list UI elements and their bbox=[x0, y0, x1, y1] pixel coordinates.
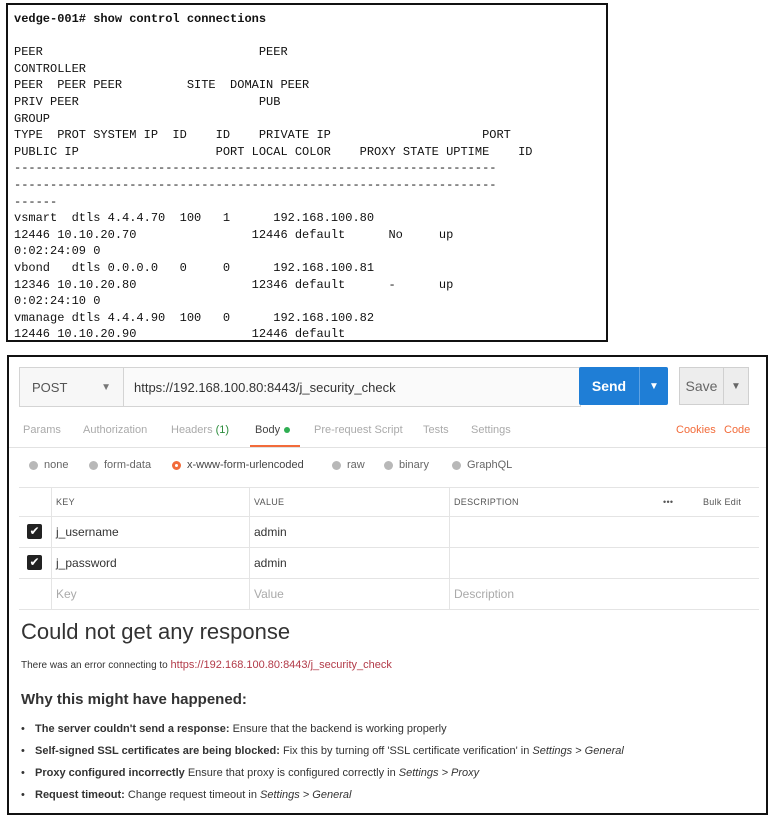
terminal-line: ------------------------------------------------------------------- bbox=[14, 177, 497, 192]
response-title: Could not get any response bbox=[21, 619, 291, 644]
list-item bbox=[21, 784, 761, 806]
key-value-table bbox=[19, 487, 759, 610]
method-label: POST bbox=[32, 379, 68, 395]
method-select[interactable] bbox=[20, 368, 124, 406]
radio-circle-icon bbox=[89, 461, 98, 470]
terminal-command: vedge-001# show control connections bbox=[14, 12, 267, 26]
headers-count: (1) bbox=[215, 424, 230, 436]
body-indicator-dot bbox=[284, 427, 290, 433]
response-area bbox=[21, 619, 761, 806]
radio-binary[interactable] bbox=[384, 459, 429, 471]
reason-bold: Proxy configured incorrectly bbox=[35, 767, 185, 779]
chevron-down-icon: ▼ bbox=[101, 381, 111, 393]
request-tabs bbox=[9, 417, 766, 448]
radio-circle-icon bbox=[384, 461, 393, 470]
table-row-placeholder bbox=[19, 579, 759, 610]
terminal-line: 12446 10.10.20.70 12446 default No up bbox=[14, 227, 454, 242]
radio-none[interactable] bbox=[29, 459, 68, 471]
table-header-row bbox=[19, 487, 759, 517]
terminal-line: 12346 10.10.20.80 12346 default - up bbox=[14, 277, 454, 292]
terminal-line: 12446 10.10.20.90 12446 default bbox=[14, 327, 346, 342]
radio-label: x-www-form-urlencoded bbox=[187, 459, 304, 471]
terminal-line: TYPE PROT SYSTEM IP ID ID PRIVATE IP PORT bbox=[14, 128, 511, 143]
radio-label: binary bbox=[399, 459, 429, 471]
table-row bbox=[19, 517, 759, 548]
terminal-line: 0:02:24:10 0 bbox=[14, 294, 101, 309]
bullet-icon: • bbox=[21, 723, 25, 735]
radio-form-data[interactable] bbox=[89, 459, 151, 471]
why-heading: Why this might have happened: bbox=[21, 691, 247, 708]
chevron-down-icon[interactable]: ▼ bbox=[649, 380, 659, 392]
error-url-link[interactable]: https://192.168.100.80:8443/j_security_check bbox=[170, 659, 392, 671]
radio-label: GraphQL bbox=[467, 459, 513, 471]
reasons-list bbox=[21, 718, 761, 806]
list-item bbox=[21, 718, 761, 740]
chevron-down-icon[interactable]: ▼ bbox=[731, 380, 741, 392]
description-input[interactable]: Description bbox=[449, 579, 654, 609]
terminal-line: ------ bbox=[14, 194, 58, 209]
terminal-line: GROUP bbox=[14, 111, 51, 126]
radio-x-www-form-urlencoded[interactable] bbox=[172, 459, 304, 471]
terminal-line: PUBLIC IP PORT LOCAL COLOR PROXY STATE UPTIME ID bbox=[14, 144, 533, 159]
tab-headers-label: Headers bbox=[171, 424, 213, 436]
bulk-edit-link[interactable]: Bulk Edit bbox=[703, 497, 742, 507]
terminal-panel bbox=[6, 3, 608, 342]
terminal-line: ------------------------------------------------------------------- bbox=[14, 161, 497, 176]
tab-body[interactable] bbox=[255, 424, 290, 436]
checkbox-checked-icon[interactable]: ✔ bbox=[27, 555, 42, 570]
bullet-icon: • bbox=[21, 767, 25, 779]
error-prefix: There was an error connecting to bbox=[21, 660, 168, 671]
radio-label: form-data bbox=[104, 459, 152, 471]
row-description[interactable] bbox=[449, 517, 654, 547]
tab-authorization[interactable]: Authorization bbox=[83, 424, 148, 436]
reason-italic: Settings > General bbox=[260, 789, 352, 801]
reason-text: Fix this by turning off 'SSL certificate verification' in bbox=[283, 745, 530, 757]
radio-graphql[interactable] bbox=[452, 459, 512, 471]
save-button[interactable] bbox=[679, 367, 749, 405]
reason-bold: Request timeout: bbox=[35, 789, 125, 801]
tab-body-label: Body bbox=[255, 424, 281, 436]
column-header-value: VALUE bbox=[249, 488, 449, 516]
table-row bbox=[19, 548, 759, 579]
terminal-line: vbond dtls 0.0.0.0 0 0 192.168.100.81 bbox=[14, 260, 375, 275]
tab-tests[interactable]: Tests bbox=[423, 424, 449, 436]
radio-circle-icon bbox=[29, 461, 38, 470]
value-input[interactable]: Value bbox=[249, 579, 449, 609]
radio-raw[interactable] bbox=[332, 459, 365, 471]
reason-bold: The server couldn't send a response: bbox=[35, 723, 230, 735]
tab-settings[interactable]: Settings bbox=[471, 424, 511, 436]
bullet-icon: • bbox=[21, 789, 25, 801]
tab-headers[interactable] bbox=[171, 424, 229, 436]
tab-prerequest-script[interactable]: Pre-request Script bbox=[314, 424, 403, 436]
code-link[interactable]: Code bbox=[724, 424, 751, 436]
terminal-line: PEER PEER bbox=[14, 45, 288, 60]
url-input[interactable] bbox=[124, 368, 580, 406]
save-label: Save bbox=[680, 368, 724, 404]
reason-italic: Settings > Proxy bbox=[398, 767, 480, 779]
terminal-line: vsmart dtls 4.4.4.70 100 1 192.168.100.80 bbox=[14, 211, 375, 226]
row-key[interactable]: j_password bbox=[51, 548, 249, 578]
url-value: https://192.168.100.80:8443/j_security_check bbox=[134, 379, 396, 395]
postman-panel bbox=[7, 355, 768, 815]
radio-selected-icon bbox=[172, 461, 181, 470]
cookies-link[interactable]: Cookies bbox=[676, 424, 716, 436]
more-options-icon[interactable]: ••• bbox=[663, 497, 674, 507]
key-input[interactable]: Key bbox=[51, 579, 249, 609]
terminal-line: 0:02:24:09 0 bbox=[14, 244, 101, 259]
terminal-lines bbox=[14, 45, 532, 341]
row-key[interactable]: j_username bbox=[51, 517, 249, 547]
reason-text: Ensure that proxy is configured correctly in bbox=[187, 767, 396, 779]
terminal-line: vmanage dtls 4.4.4.90 100 0 192.168.100.82 bbox=[14, 310, 375, 325]
terminal-line: PEER PEER PEER SITE DOMAIN PEER bbox=[14, 78, 310, 93]
reason-text: Change request timeout in bbox=[127, 789, 257, 801]
terminal-line: CONTROLLER bbox=[14, 61, 87, 76]
radio-circle-icon bbox=[332, 461, 341, 470]
checkbox-checked-icon[interactable]: ✔ bbox=[27, 524, 42, 539]
row-description[interactable] bbox=[449, 548, 654, 578]
radio-label: raw bbox=[347, 459, 365, 471]
active-tab-indicator bbox=[250, 445, 300, 447]
request-bar bbox=[19, 367, 581, 407]
terminal-line: PRIV PEER PUB bbox=[14, 94, 281, 109]
error-message bbox=[21, 659, 761, 671]
tab-params[interactable]: Params bbox=[23, 424, 61, 436]
list-item bbox=[21, 740, 761, 762]
send-label: Send bbox=[579, 367, 640, 405]
reason-text: Ensure that the backend is working properly bbox=[232, 723, 447, 735]
column-header-description: DESCRIPTION bbox=[449, 488, 654, 516]
list-item bbox=[21, 762, 761, 784]
send-button[interactable] bbox=[579, 367, 668, 405]
column-header-key: KEY bbox=[51, 488, 249, 516]
radio-label: none bbox=[44, 459, 69, 471]
row-value[interactable]: admin bbox=[249, 548, 449, 578]
body-type-options bbox=[9, 457, 766, 477]
reason-bold: Self-signed SSL certificates are being blocked: bbox=[35, 745, 280, 757]
row-value[interactable]: admin bbox=[249, 517, 449, 547]
radio-circle-icon bbox=[452, 461, 461, 470]
reason-italic: Settings > General bbox=[532, 745, 624, 757]
bullet-icon: • bbox=[21, 745, 25, 757]
terminal-output bbox=[8, 5, 606, 342]
